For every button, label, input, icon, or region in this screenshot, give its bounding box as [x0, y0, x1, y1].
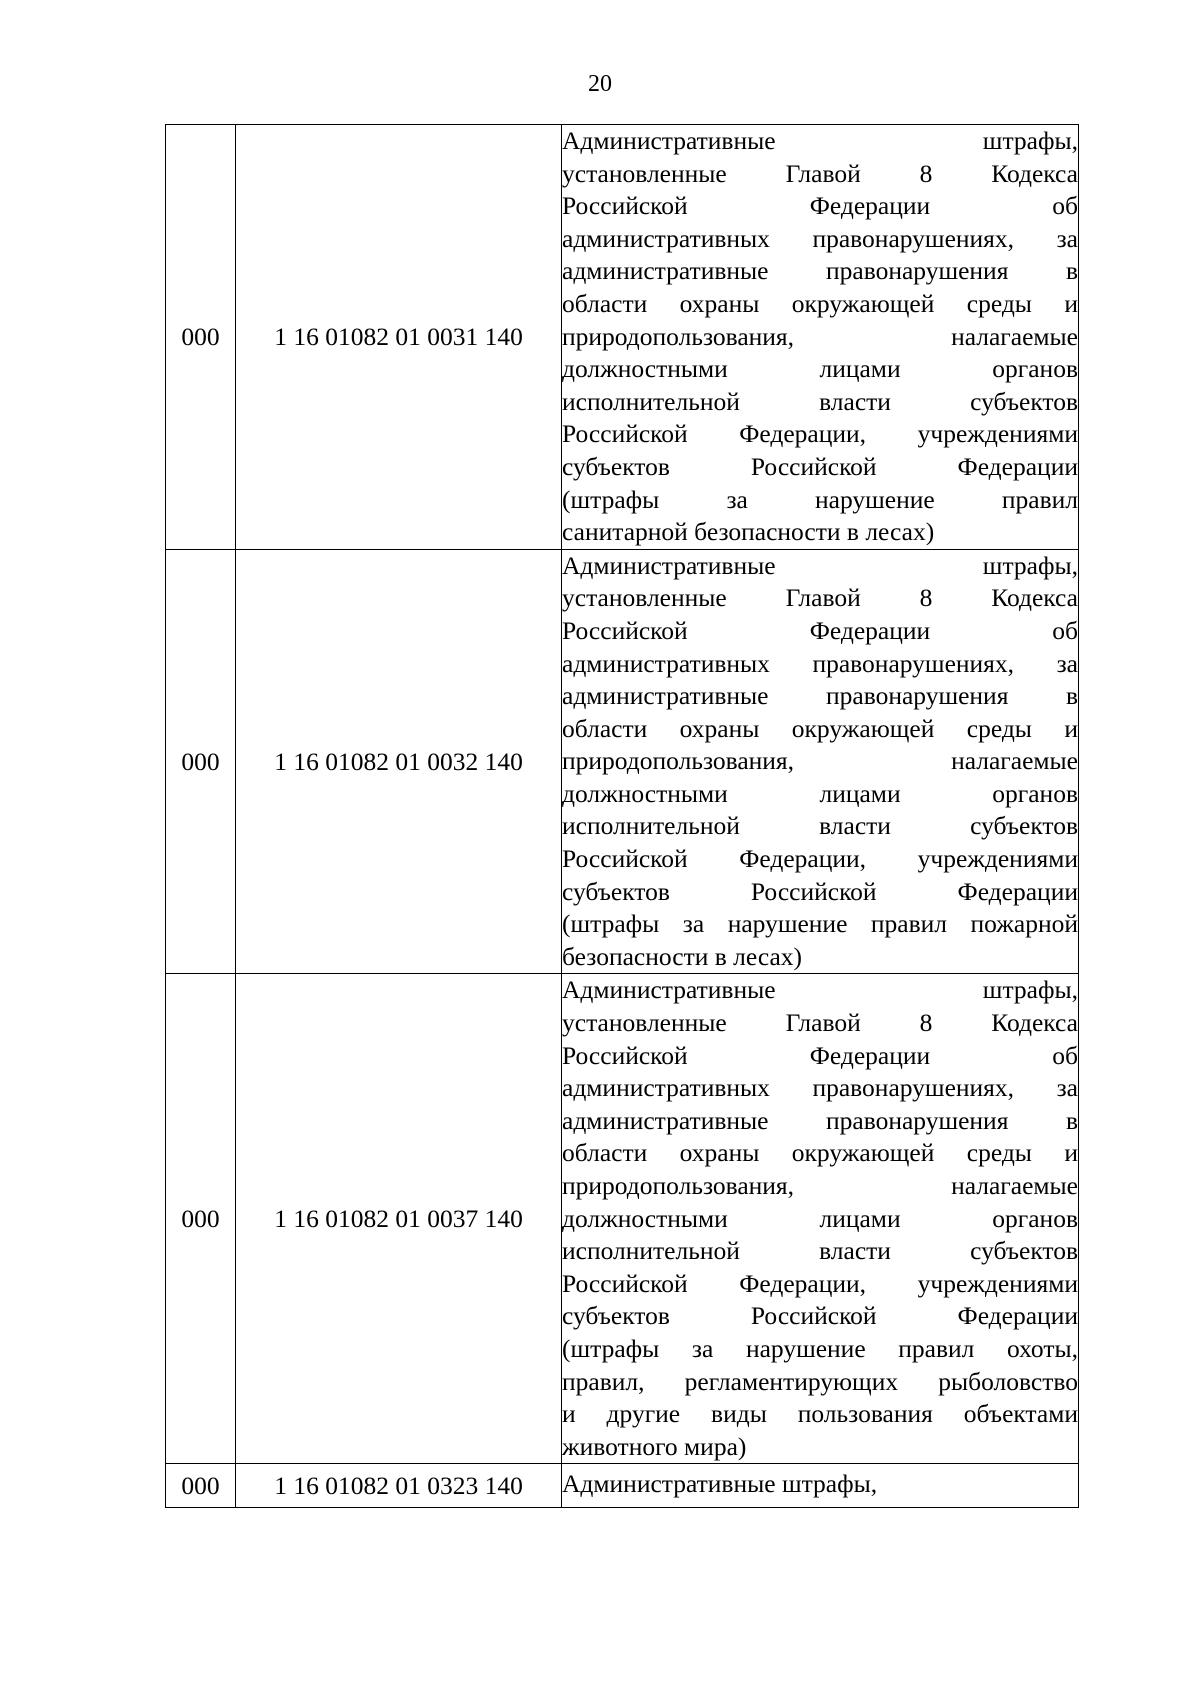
- description-line: Административные штрафы,: [562, 975, 1078, 1005]
- table-row: [166, 974, 1079, 1464]
- budget-codes-table: [165, 124, 1079, 1508]
- description-line: субъектов Российской Федерации: [562, 451, 1078, 481]
- budget-code-cell: 1 16 01082 01 0323 140: [236, 1464, 562, 1508]
- budget-code-cell: 1 16 01082 01 0032 140: [236, 549, 562, 974]
- description-line: должностными лицами органов: [562, 778, 1078, 808]
- description-line: административные правонарушения в: [562, 1105, 1078, 1135]
- admin-code-cell: 000: [166, 1464, 236, 1508]
- description-line: исполнительной власти субъектов: [562, 811, 1078, 841]
- table-row: [166, 125, 1079, 550]
- description-line: административных правонарушениях, за: [562, 648, 1078, 678]
- description-line: административных правонарушениях, за: [562, 223, 1078, 253]
- description-line: субъектов Российской Федерации: [562, 1301, 1078, 1331]
- description-line: санитарной безопасности в лесах): [562, 517, 935, 547]
- description-cell: [562, 1464, 1079, 1508]
- description-line: области охраны окружающей среды и: [562, 713, 1078, 743]
- page-number: 20: [588, 71, 612, 97]
- description-line: Административные штрафы,: [562, 1469, 878, 1499]
- description-line: должностными лицами органов: [562, 354, 1078, 384]
- admin-code-cell: 000: [166, 549, 236, 974]
- description-line: Российской Федерации об: [562, 191, 1078, 221]
- description-line: области охраны окружающей среды и: [562, 288, 1078, 318]
- description-line: животного мира): [562, 1431, 747, 1461]
- description-line: Российской Федерации, учреждениями: [562, 844, 1078, 874]
- admin-code-cell: 000: [166, 974, 236, 1464]
- description-line: исполнительной власти субъектов: [562, 386, 1078, 416]
- budget-code-cell: 1 16 01082 01 0037 140: [236, 974, 562, 1464]
- description-line: природопользования, налагаемые: [562, 1171, 1078, 1200]
- description-line: субъектов Российской Федерации: [562, 876, 1078, 906]
- description-cell: [562, 125, 1079, 550]
- description-line: безопасности в лесах): [562, 941, 803, 971]
- description-line: (штрафы за нарушение правил пожарной: [562, 909, 1078, 939]
- description-line: природопользования, налагаемые: [562, 321, 1078, 351]
- description-line: Российской Федерации об: [562, 615, 1078, 645]
- description-line: Административные штрафы,: [562, 550, 1078, 580]
- description-line: правил, регламентирующих рыболовство: [562, 1366, 1078, 1396]
- table-body: [166, 125, 1079, 1508]
- description-line: Российской Федерации, учреждениями: [562, 419, 1078, 449]
- description-cell: [562, 549, 1079, 974]
- description-line: (штрафы за нарушение правил охоты,: [562, 1333, 1078, 1363]
- description-line: природопользования, налагаемые: [562, 746, 1078, 776]
- description-line: административных правонарушениях, за: [562, 1073, 1078, 1103]
- description-line: (штрафы за нарушение правил: [562, 484, 1078, 514]
- description-line: области охраны окружающей среды и: [562, 1138, 1078, 1168]
- description-line: и другие виды пользования объектами: [562, 1399, 1078, 1429]
- description-line: административные правонарушения в: [562, 256, 1078, 286]
- table-row: [166, 1464, 1079, 1508]
- description-line: должностными лицами органов: [562, 1203, 1078, 1233]
- description-line: административные правонарушения в: [562, 681, 1078, 711]
- description-line: установленные Главой 8 Кодекса: [562, 583, 1078, 613]
- table-row: [166, 549, 1079, 974]
- description-line: установленные Главой 8 Кодекса: [562, 158, 1078, 188]
- description-line: Российской Федерации об: [562, 1040, 1078, 1070]
- description-line: исполнительной власти субъектов: [562, 1236, 1078, 1266]
- description-line: Административные штрафы,: [562, 126, 1078, 155]
- description-cell: [562, 974, 1079, 1464]
- budget-code-cell: 1 16 01082 01 0031 140: [236, 125, 562, 550]
- admin-code-cell: 000: [166, 125, 236, 550]
- description-line: Российской Федерации, учреждениями: [562, 1268, 1078, 1298]
- description-line: установленные Главой 8 Кодекса: [562, 1008, 1078, 1038]
